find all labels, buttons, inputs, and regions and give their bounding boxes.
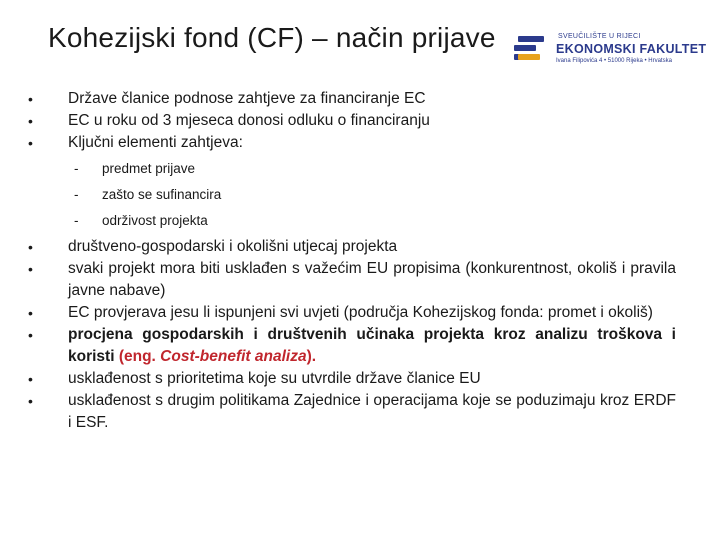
english-term: Cost-benefit analiza xyxy=(160,348,307,365)
logo-university: SVEUČILIŠTE U RIJECI xyxy=(558,33,641,40)
sub-item xyxy=(28,182,676,208)
bullet-icon: • xyxy=(28,261,33,277)
bullet-text: EC u roku od 3 mjeseca donosi odluku o financiranju xyxy=(68,112,430,129)
bullet-icon: • xyxy=(28,239,33,255)
english-term-close: ). xyxy=(306,348,317,365)
dash-icon: - xyxy=(74,213,79,228)
bullet-text: Ključni elementi zahtjeva: xyxy=(68,134,243,151)
bullet-text: EC provjerava jesu li ispunjeni svi uvjeti (područja Kohezijskog fonda: promet i okoliš) xyxy=(68,304,653,321)
bullet-text: Države članice podnose zahtjeve za financiranje EC xyxy=(68,90,426,107)
bullet-item xyxy=(28,390,676,434)
bullet-text-bold: procjena gospodarskih i društvenih učinaka projekta kroz analizu troškova i koristi xyxy=(68,326,676,365)
bullet-item xyxy=(28,324,676,368)
bullet-item xyxy=(28,132,676,154)
bullet-text: usklađenost s drugim politikama Zajednice i operacijama koje se poduzimaju kroz ERDF i ESF. xyxy=(68,392,676,431)
dash-icon: - xyxy=(74,161,79,176)
logo-address: Ivana Filipovića 4 • 51000 Rijeka • Hrvatska xyxy=(556,58,672,64)
dash-icon: - xyxy=(74,187,79,202)
bullet-icon: • xyxy=(28,113,33,129)
logo-mark-icon xyxy=(514,36,544,64)
sub-item-text: zašto se sufinancira xyxy=(102,187,222,202)
bullet-item xyxy=(28,88,676,110)
sub-item-text: predmet prijave xyxy=(102,161,196,176)
bullet-icon: • xyxy=(28,393,33,409)
bullet-item xyxy=(28,110,676,132)
bullet-icon: • xyxy=(28,371,33,387)
bullet-icon: • xyxy=(28,305,33,321)
logo-faculty-name: EKONOMSKI FAKULTET xyxy=(556,42,707,56)
bullet-item xyxy=(28,236,676,258)
bullet-text: usklađenost s prioritetima koje su utvrdile države članice EU xyxy=(68,370,481,387)
bullet-icon: • xyxy=(28,135,33,151)
bullet-icon: • xyxy=(28,91,33,107)
slide-title: Kohezijski fond (CF) – način prijave xyxy=(48,22,496,53)
bullet-item xyxy=(28,302,676,324)
sub-item xyxy=(28,208,676,234)
sub-item-text: održivost projekta xyxy=(102,213,208,228)
sub-list xyxy=(28,156,676,234)
bullet-item xyxy=(28,258,676,302)
bullet-text: društveno-gospodarski i okolišni utjecaj projekta xyxy=(68,238,398,255)
faculty-logo xyxy=(514,30,707,70)
english-term-open: (eng. xyxy=(118,348,161,365)
slide-body xyxy=(28,88,676,434)
bullet-item xyxy=(28,368,676,390)
bullet-icon: • xyxy=(28,327,33,343)
sub-item xyxy=(28,156,676,182)
bullet-text: svaki projekt mora biti usklađen s važećim EU propisima (konkurentnost, okoliš i pravila javne nabave) xyxy=(68,260,676,299)
